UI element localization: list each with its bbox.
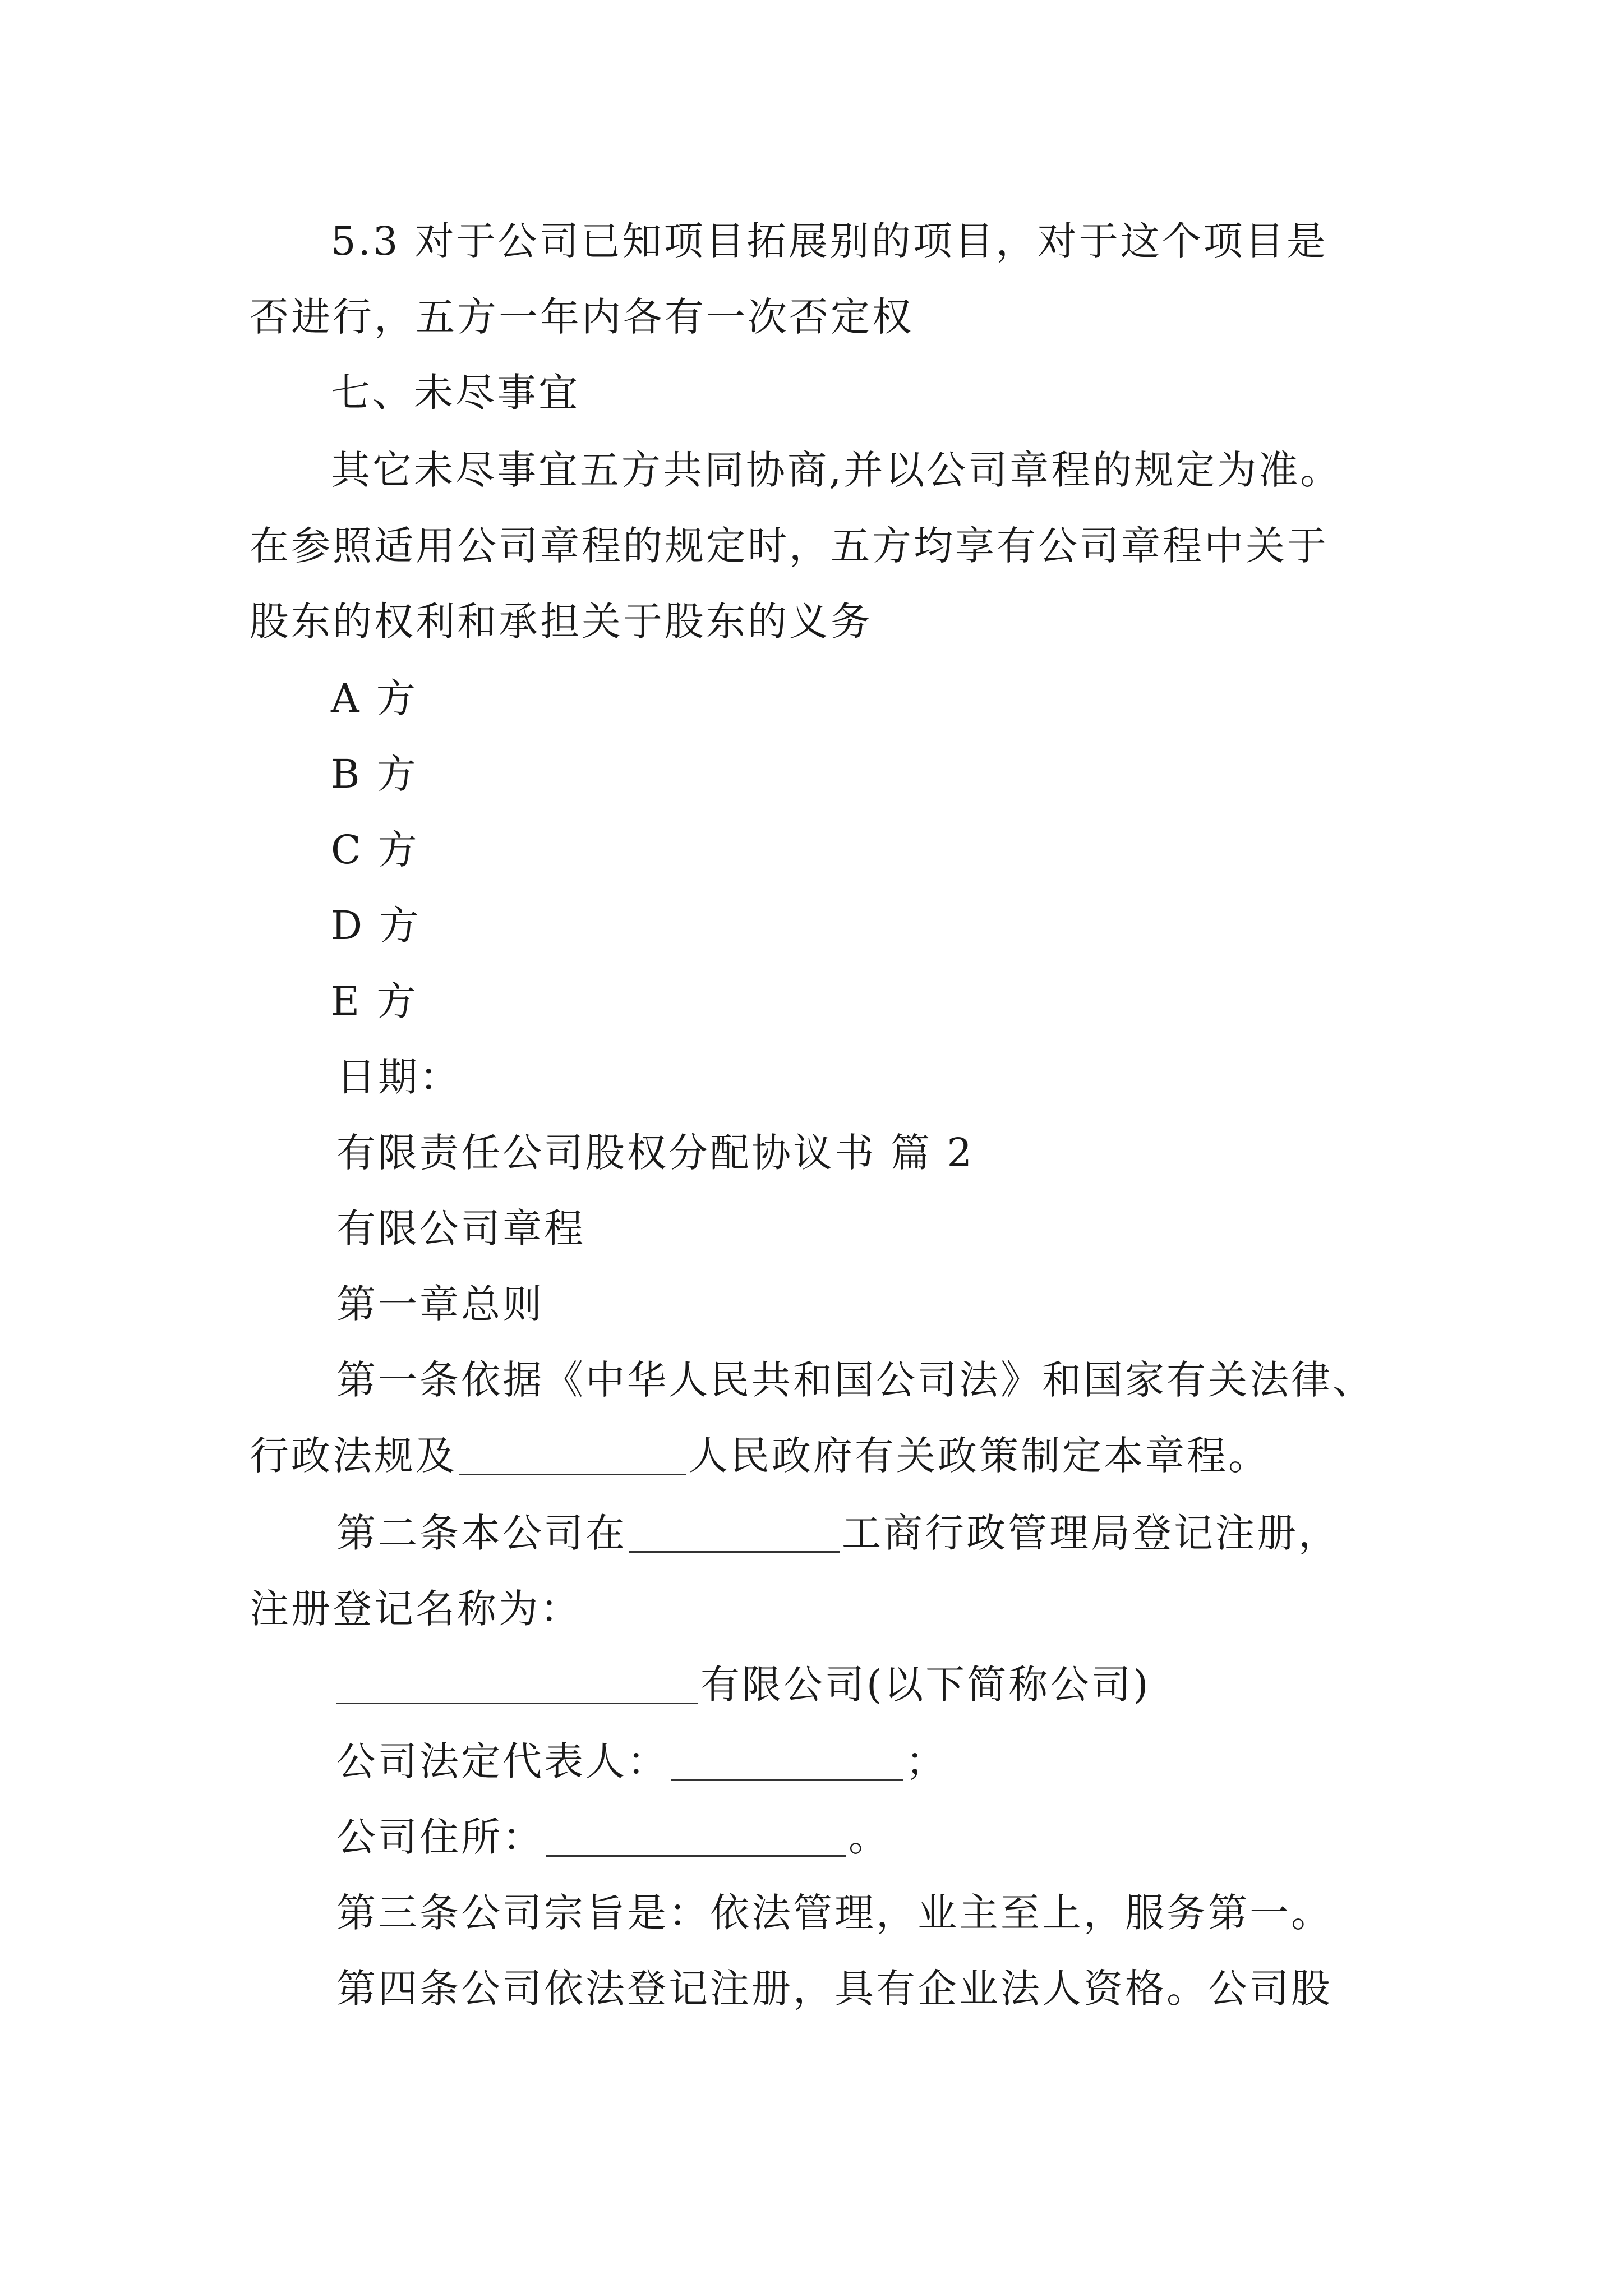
para-other-line-1: 其它未尽事宜五方共同协商,并以公司章程的规定为准。 (331, 447, 1342, 493)
company-name-suffix: 有限公司(以下简称公司) (700, 1662, 1151, 1708)
para-5-3-line-1: 5.3 对于公司已知项目拓展别的项目，对于这个项目是 (331, 218, 1328, 264)
legal-rep-label: 公司法定代表人： (336, 1738, 668, 1784)
article-title: 有限责任公司股权分配协议书 篇 2 (336, 1130, 975, 1176)
para-5-3-line-2: 否进行，五方一年内各有一次否定权 (250, 294, 914, 340)
date-label: 日期： (336, 1054, 461, 1100)
party-c: C 方 (331, 827, 419, 873)
address-line (336, 1814, 890, 1860)
para-other-line-3: 股东的权利和承担关于股东的义务 (250, 599, 872, 645)
chapter-1-heading: 第一章总则 (336, 1281, 544, 1327)
article-4-line-1: 第四条公司依法登记注册，具有企业法人资格。公司股 (336, 1966, 1332, 2012)
para-other-line-2: 在参照适用公司章程的规定时，五方均享有公司章程中关于 (250, 523, 1329, 569)
party-e: E 方 (331, 978, 418, 1024)
party-b: B 方 (331, 751, 418, 797)
address-end: 。 (849, 1814, 890, 1860)
article-2-text-b: 工商行政管理局登记注册， (842, 1510, 1340, 1556)
charter-title: 有限公司章程 (336, 1205, 585, 1251)
company-name-line (336, 1662, 1151, 1708)
party-a: A 方 (331, 675, 418, 721)
blank-legal-rep (671, 1745, 903, 1781)
legal-rep-end: ； (906, 1738, 947, 1784)
blank-registration-office (629, 1516, 840, 1553)
article-1-line-2 (250, 1433, 1270, 1479)
article-2-line-2: 注册登记名称为： (250, 1586, 582, 1632)
article-1-text-b: 人民政府有关政策制定本章程。 (689, 1433, 1270, 1479)
address-label: 公司住所： (336, 1814, 544, 1860)
article-2-line-1 (336, 1510, 1340, 1556)
legal-rep-line (336, 1738, 947, 1784)
party-d: D 方 (331, 903, 421, 949)
article-1-text-a: 行政法规及 (250, 1433, 457, 1479)
blank-address (546, 1820, 846, 1857)
blank-government-field (459, 1439, 686, 1475)
section-heading-7: 七、未尽事宜 (331, 370, 580, 416)
article-2-text-a: 第二条本公司在 (336, 1510, 627, 1556)
article-3: 第三条公司宗旨是：依法管理，业主至上，服务第一。 (336, 1890, 1332, 1936)
article-1-line-1: 第一条依据《中华人民共和国公司法》和国家有关法律、 (336, 1357, 1374, 1403)
blank-company-name (336, 1668, 698, 1704)
